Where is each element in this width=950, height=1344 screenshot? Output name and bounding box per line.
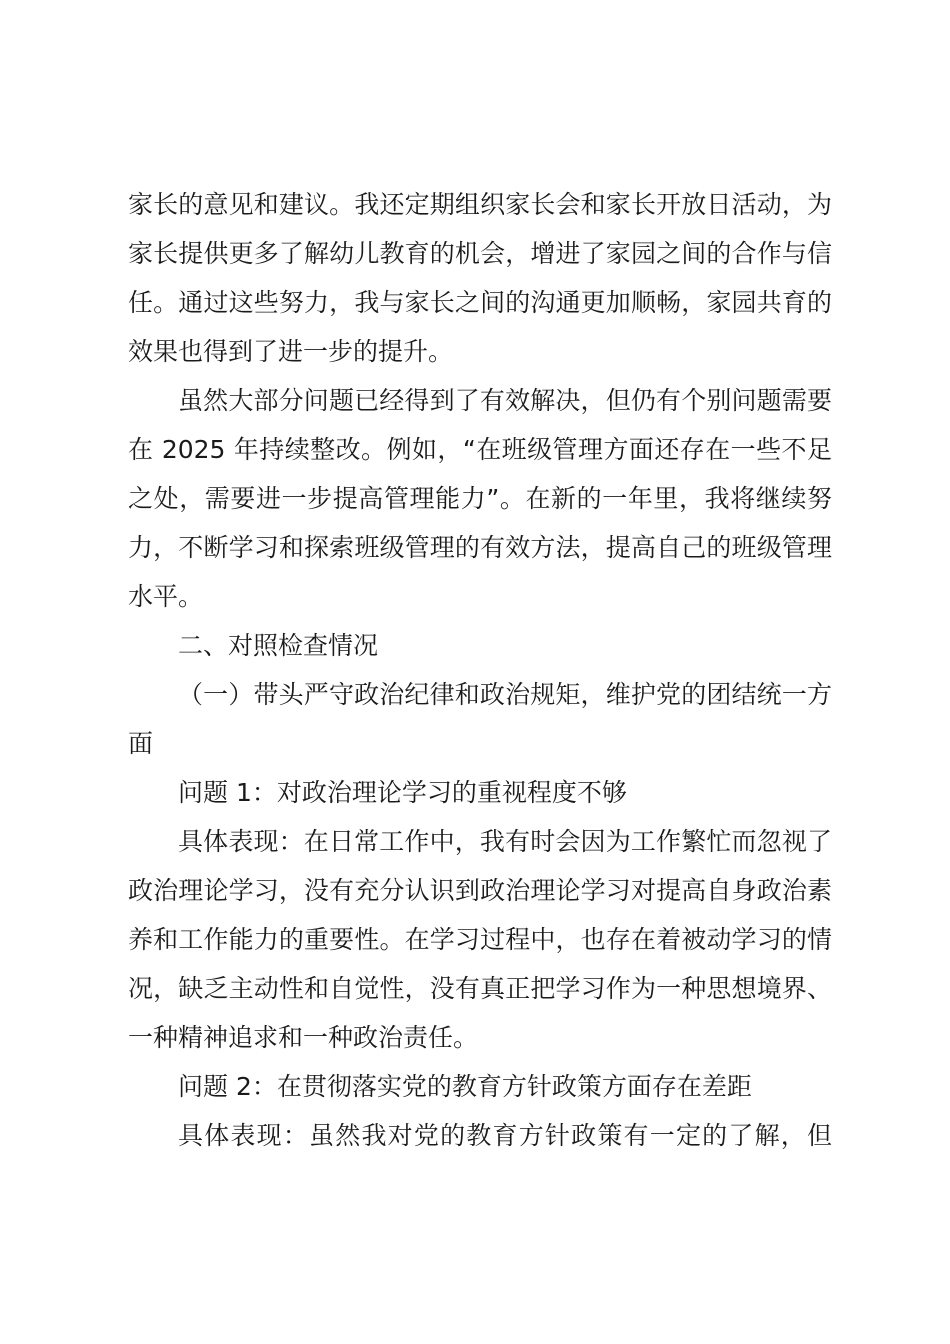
issue-2-title: 问题 2：在贯彻落实党的教育方针政策方面存在差距 bbox=[178, 1072, 752, 1101]
section-heading-comparison-check: 二、对照检查情况 bbox=[178, 631, 379, 660]
paragraph-parent-communication-continued: 家长的意见和建议。我还定期组织家长会和家长开放日活动，为家长提供更多了解幼儿教育的机会，增进了家园之间的合作与信任。通过这些努力，我与家长之间的沟通更加顺畅，家园共育的效果也得到了进一步的提升。 bbox=[128, 190, 832, 366]
paragraph-remaining-issues: 虽然大部分问题已经得到了有效解决，但仍有个别问题需要在 2025 年持续整改。例如，“在班级管理方面还存在一些不足之处，需要进一步提高管理能力”。在新的一年里，我将继续努力，不断学习和探索班级管理的有效方法，提高自己的班级管理水平。 bbox=[128, 386, 832, 611]
issue-1-details: 具体表现：在日常工作中，我有时会因为工作繁忙而忽视了政治理论学习，没有充分认识到政治理论学习对提高自身政治素养和工作能力的重要性。在学习过程中，也存在着被动学习的情况，缺乏主动性和自觉性，没有真正把学习作为一种思想境界、一种精神追求和一种政治责任。 bbox=[128, 827, 832, 1052]
document-page bbox=[128, 180, 832, 1160]
issue-2-details: 具体表现：虽然我对党的教育方针政策有一定的了解，但 bbox=[178, 1121, 832, 1150]
subsection-heading-political-discipline: （一）带头严守政治纪律和政治规矩，维护党的团结统一方面 bbox=[128, 680, 832, 758]
issue-1-title: 问题 1：对政治理论学习的重视程度不够 bbox=[178, 778, 627, 807]
